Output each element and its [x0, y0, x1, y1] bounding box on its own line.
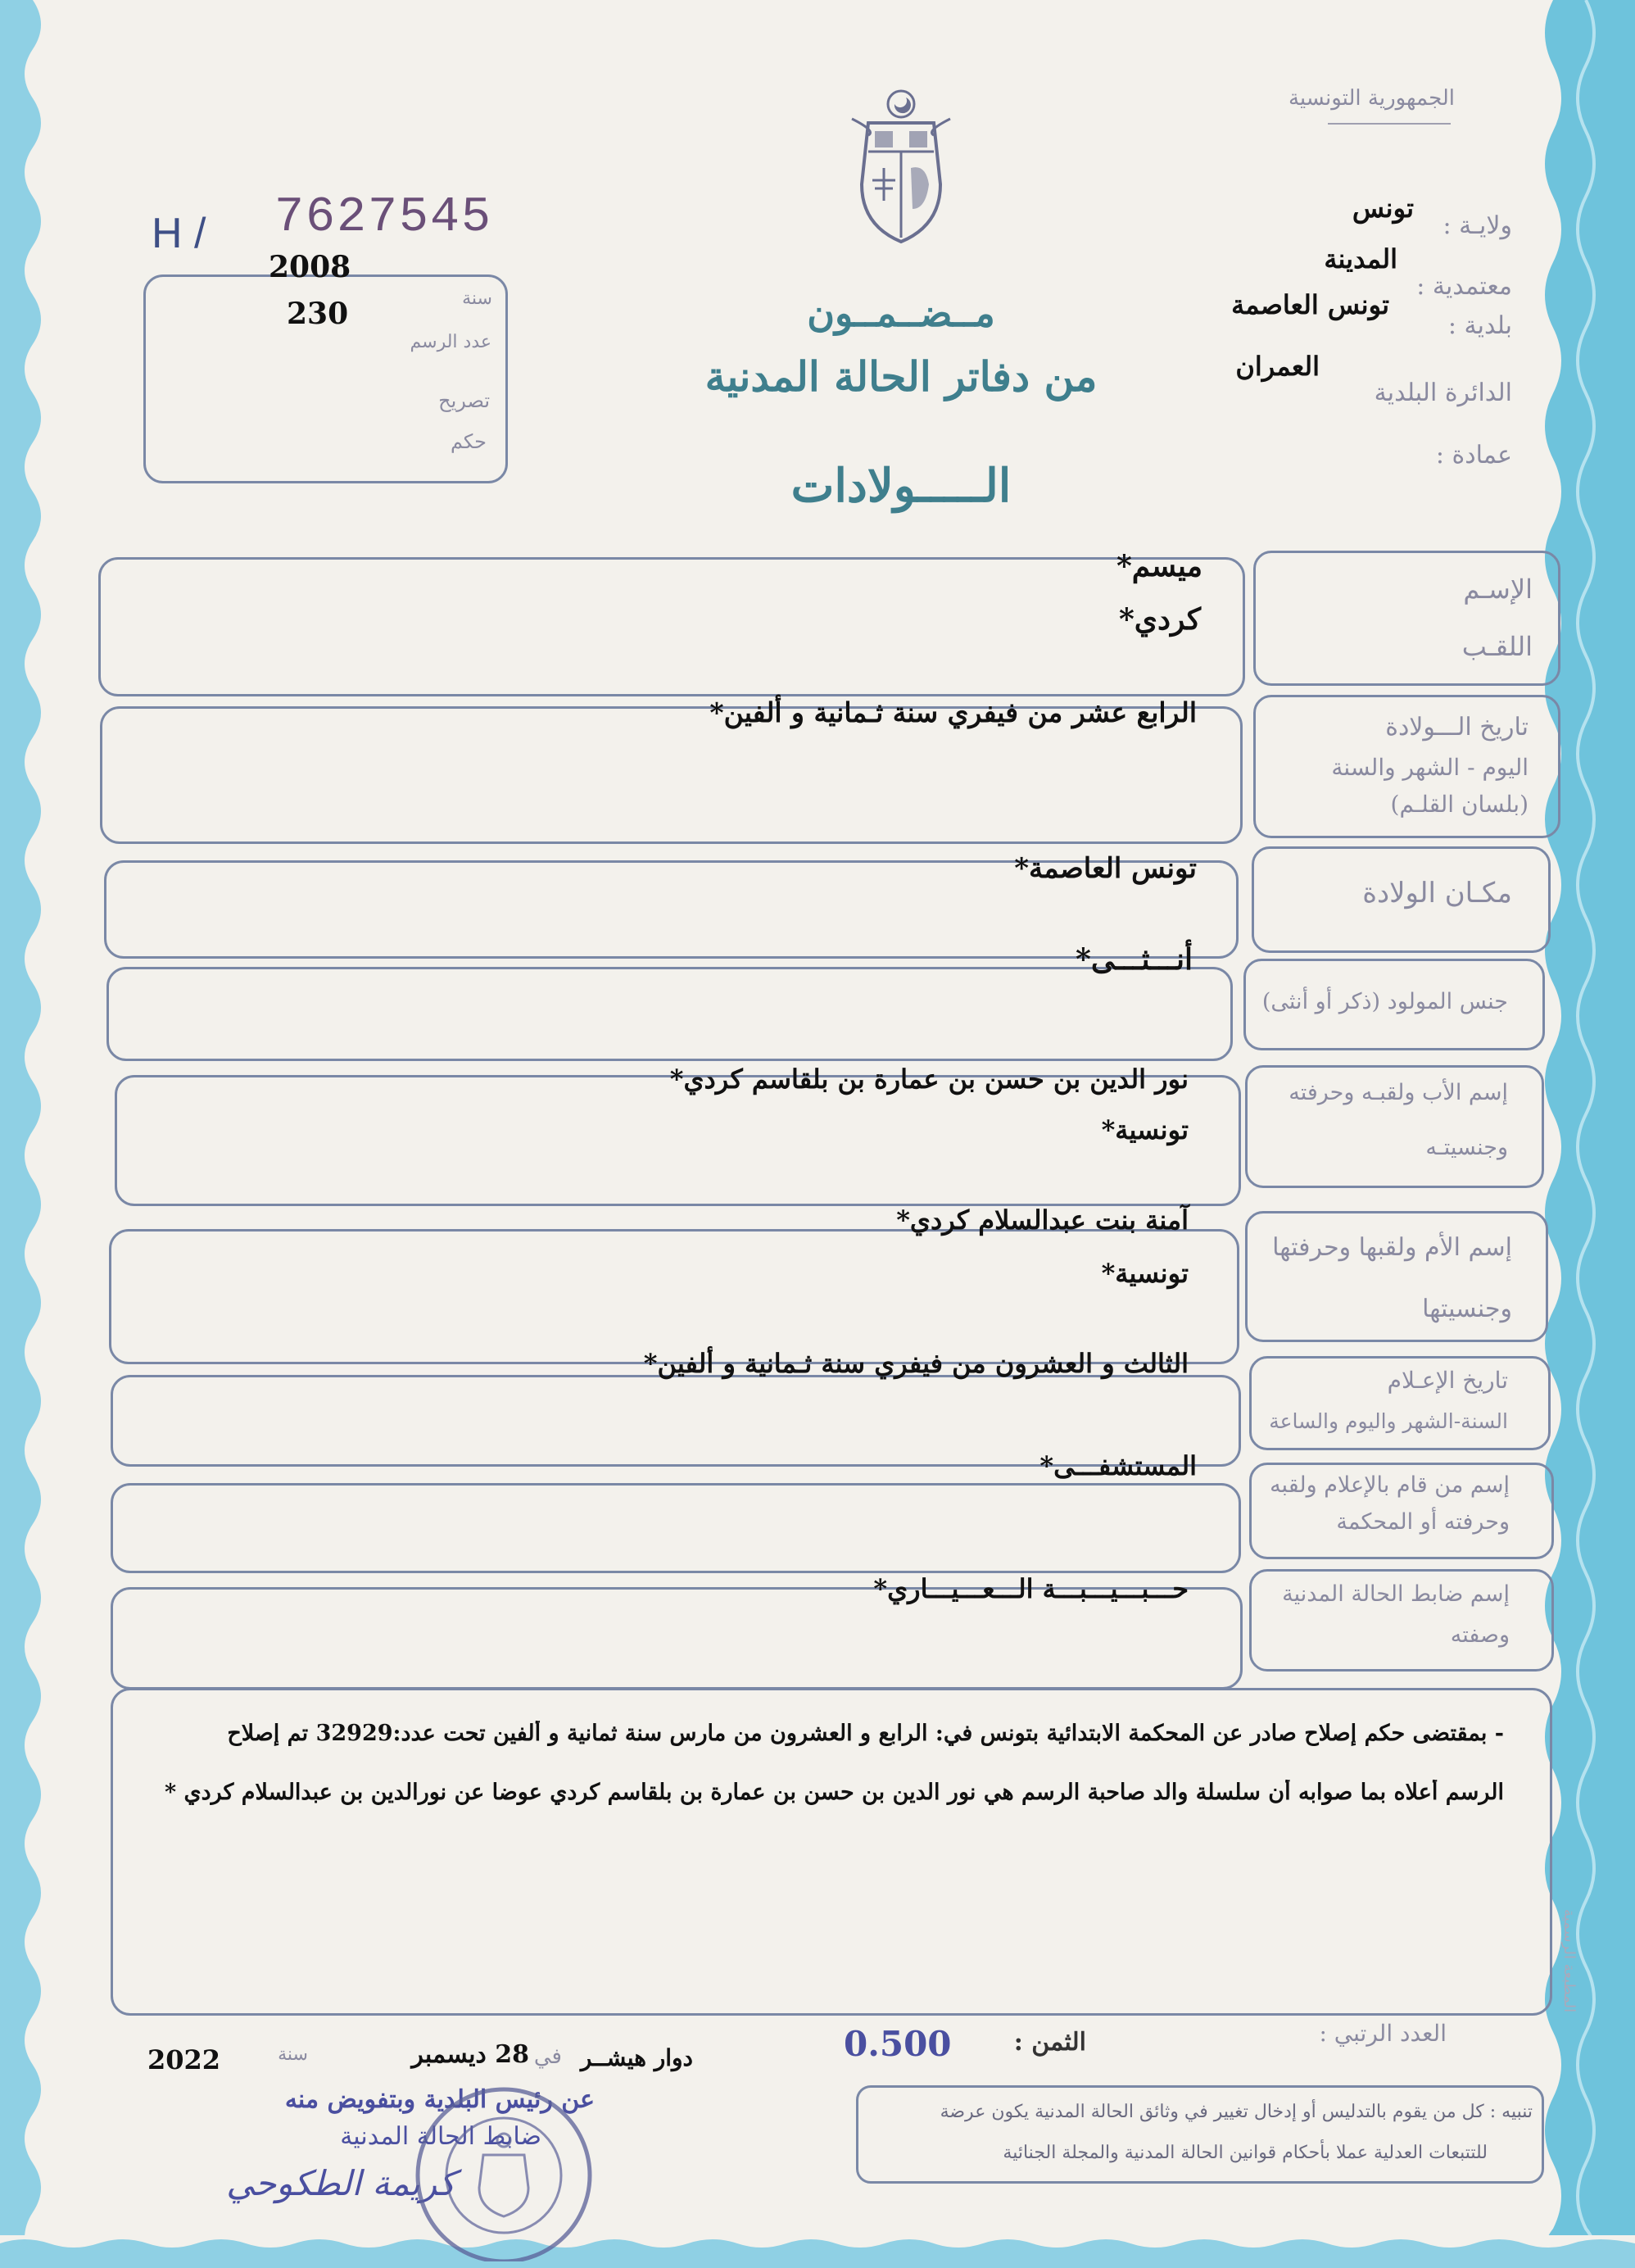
- declaration-date-value: الثالث و العشرون من فيفري سنة ثـمانية و ألفين*: [643, 1348, 1189, 1379]
- mother-value-box: [109, 1229, 1239, 1364]
- serial-number-label: العدد الرتبي :: [1319, 2020, 1447, 2047]
- registrar-label: إسم ضابط الحالة المدنية: [1282, 1581, 1510, 1607]
- price-value: 0.500: [844, 2024, 952, 2064]
- birth-place-label: مكـان الولادة: [1362, 877, 1512, 909]
- birth-place-value: تونس العاصمة*: [1014, 852, 1197, 885]
- declaration-date-label: تاريخ الإعـلام: [1387, 1367, 1508, 1394]
- correction-note-line-2: الرسم أعلاه بما صوابه أن سلسلة والد صاحبة الرسم هي نور الدين بن حسن بن عمارة بن بلقاسم كردي عوضا عن نورالدين بن عبدالسلام كردي *: [164, 1780, 1504, 1805]
- birth-date-written-label: (بلسان القلـم): [1390, 791, 1529, 818]
- gender-label: جنس المولود (ذكر أو أنثى): [1261, 989, 1508, 1014]
- issue-place: دوار هيشــر: [580, 2044, 693, 2071]
- father-label: إسم الأب ولقبـه وحرفته: [1289, 1080, 1508, 1105]
- wilaya-value: تونس: [1352, 193, 1414, 224]
- registrar-sub-label: وصفته: [1450, 1622, 1510, 1648]
- title-births: الـــــولادات: [790, 459, 1012, 513]
- baladia-value: تونس العاصمة: [1231, 289, 1389, 320]
- name-label-box: [1253, 551, 1560, 686]
- officer-signature: كريمة الطكوحي: [226, 2163, 455, 2203]
- serial-number: 7627545: [274, 190, 493, 246]
- official-print-mark: المطبعة الرسمية: [1560, 1909, 1578, 2013]
- birth-date-sub-label: اليوم - الشهر والسنة: [1331, 754, 1529, 781]
- father-value-box: [115, 1075, 1241, 1206]
- issue-year: 2022: [147, 2044, 221, 2075]
- baladia-label: بلدية :: [1447, 311, 1512, 340]
- bottom-decorative-border: [0, 2235, 1635, 2268]
- warning-line-2: للتتبعات العدلية عملا بأحكام قوانين الحالة المدنية والمجلة الجنائية: [1003, 2143, 1488, 2163]
- warning-box: [856, 2085, 1544, 2184]
- correction-note-line-1: - بمقتضى حكم إصلاح صادر عن المحكمة الابتدائية بتونس في: الرابع و العشرون من مارس سنة ثمانية و ألفين تحت عدد:32929 تم إصلاح: [227, 1721, 1504, 1746]
- serial-prefix: H /: [152, 210, 206, 257]
- mootamadia-value: المدينة: [1324, 243, 1397, 274]
- gender-value-box: [106, 967, 1233, 1061]
- declarant-label: إسم من قام بالإعلام ولقبه: [1270, 1472, 1510, 1498]
- surname-value: كردي*: [1118, 602, 1201, 637]
- birth-date-label: تاريخ الـــولادة: [1385, 713, 1529, 742]
- judgment-label: حكم: [450, 430, 487, 453]
- year-label: سنة: [462, 288, 492, 309]
- daira-label: الدائرة البلدية: [1374, 379, 1512, 407]
- father-value: نور الدين بن حسن بن عمارة بن بلقاسم كردي*: [669, 1064, 1189, 1095]
- title-civil-registry: من دفاتر الحالة المدنية: [704, 352, 1098, 401]
- first-name-label: الإسـم: [1463, 574, 1533, 605]
- price-label: الثمن :: [1013, 2028, 1086, 2057]
- mother-value: آمنة بنت عبدالسلام كردي*: [896, 1204, 1189, 1236]
- declaration-label: تصريح: [438, 389, 490, 412]
- imada-label: عمادة :: [1435, 441, 1512, 469]
- father-nationality-value: تونسية*: [1101, 1114, 1189, 1145]
- birth-date-value: الرابع عشر من فيفري سنة ثـمانية و ألفين*: [709, 696, 1197, 728]
- issue-date: 28 ديسمبر: [411, 2040, 529, 2069]
- declarant-sub-label: وحرفته أو المحكمة: [1336, 1509, 1510, 1535]
- officer-title: ضابط الحالة المدنية: [340, 2122, 541, 2151]
- name-value-box: [98, 557, 1245, 696]
- warning-line-1: تنبيه : كل من يقوم بالتدليس أو إدخال تغيير في وثائق الحالة المدنية يكون عرضة: [940, 2102, 1533, 2122]
- declarant-value: المستشفـــى*: [1039, 1450, 1197, 1481]
- father-nationality-label: وجنسيتـه: [1425, 1135, 1508, 1160]
- title-extract: مــضــمــون: [807, 291, 995, 335]
- republic-underline: [1328, 123, 1451, 125]
- daira-value: العمران: [1235, 351, 1320, 382]
- mother-nationality-value: تونسية*: [1101, 1258, 1189, 1289]
- delegation-stamp-line: عن رئيس البلدية وبتفويض منه: [284, 2085, 595, 2114]
- registrar-value: حـــبـــيـــبـــة الـــعـــيـــاري*: [873, 1573, 1189, 1604]
- declaration-date-sub-label: السنة-الشهر واليوم والساعة: [1269, 1409, 1508, 1433]
- tunisia-coat-of-arms-icon: [844, 86, 958, 246]
- act-number-label: عدد الرسم: [410, 332, 491, 352]
- act-number: 230: [287, 297, 349, 331]
- mother-label: إسم الأم ولقبها وحرفتها: [1272, 1233, 1512, 1262]
- mother-nationality-label: وجنسيتها: [1422, 1295, 1512, 1323]
- gender-value: أنـــثـــى*: [1076, 942, 1193, 977]
- register-year: 2008: [269, 250, 351, 284]
- municipal-seal-icon: [393, 2073, 614, 2261]
- issue-year-label: سنة: [278, 2044, 308, 2065]
- left-decorative-border: [0, 0, 49, 2268]
- wilaya-label: ولايـة :: [1443, 211, 1512, 240]
- date-prefix: في: [533, 2044, 562, 2069]
- declarant-value-box: [111, 1483, 1241, 1573]
- republic-heading: الجمهورية التونسية: [1288, 86, 1455, 111]
- first-name-value: ميسم*: [1116, 549, 1202, 583]
- mootamadia-label: معتمدية :: [1416, 272, 1512, 301]
- surname-label: اللقـب: [1461, 631, 1533, 662]
